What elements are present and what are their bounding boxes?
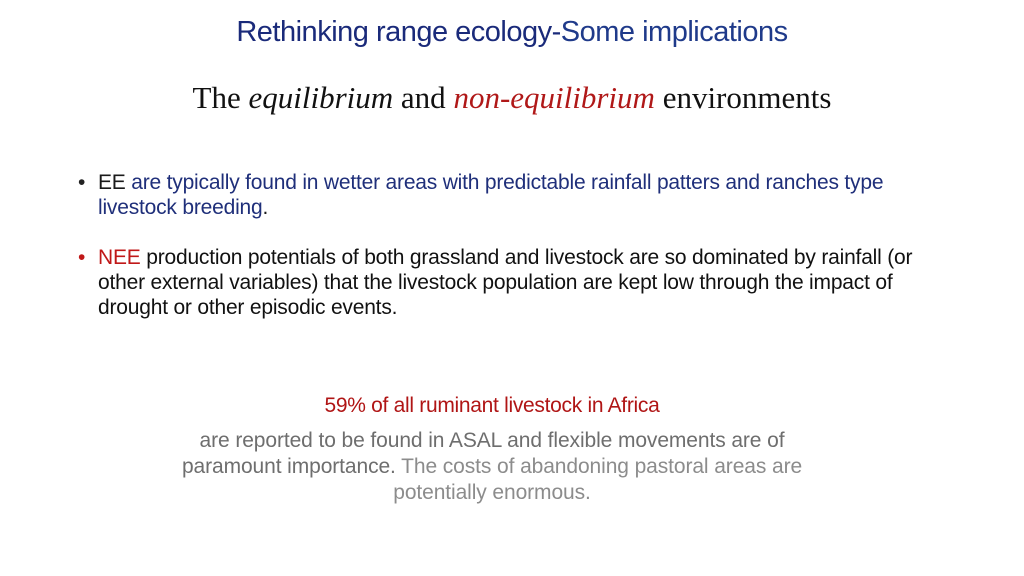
callout-title: 59% of all ruminant livestock in Africa [324,394,660,417]
bullet-nee [78,245,958,320]
callout-body [170,428,814,506]
bullet-ee-text: are typically found in wetter areas with predictable rainfall patters and ranches type livestock breeding [98,171,884,219]
slide-subtitle [0,80,1024,116]
bullet-marker: • [78,171,86,194]
callout-body-secondary: The costs of abandoning pastoral areas are potentially enormous. [393,455,803,504]
bullet-nee-text: production potentials of both grassland and livestock are so dominated by rainfall (or other external variables) that the livestock population are kept low through the impact of drought or other episodic events. [98,246,913,319]
subtitle-part-1: The [192,80,249,115]
bullet-ee-lead: EE [98,171,132,194]
slide-title-main: Rethinking range ecology- [236,16,561,48]
bullet-ee [78,170,958,220]
bullet-nee-lead: NEE [98,246,147,269]
slide-title-sub: Some implications [560,16,788,48]
subtitle-equilibrium: equilibrium [248,80,394,115]
subtitle-non-equilibrium: non-equilibrium [453,80,655,115]
bullet-ee-end: . [262,196,269,219]
subtitle-part-5: environments [654,80,832,115]
bullet-marker: • [78,246,86,269]
subtitle-part-3: and [393,80,454,115]
bullet-list [78,170,958,320]
slide-title [0,16,1024,49]
callout-body-main: are reported to be found in ASAL and flexible movements are of paramount importance. [181,429,785,478]
